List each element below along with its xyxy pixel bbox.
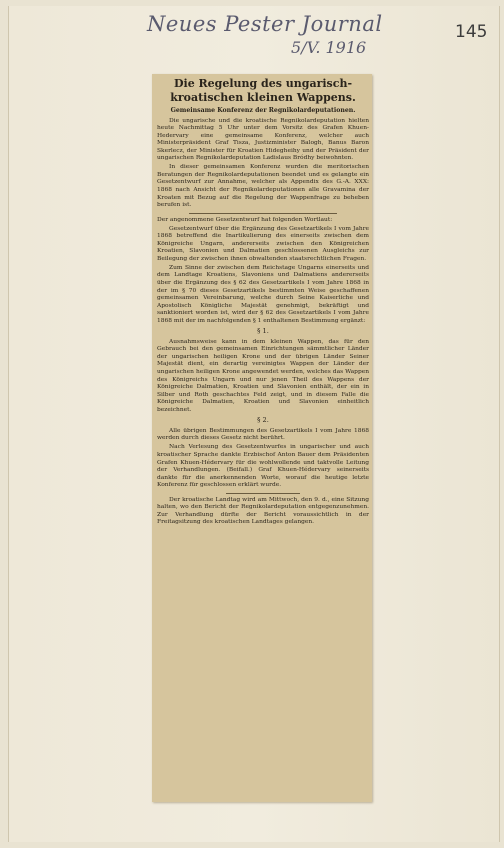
- section-2-text: Alle übrigen Bestimmungen des Gesetzartikels I vom Jahre 1868 werden durch dieses Gesetz nicht berührt.: [157, 427, 369, 442]
- divider: [226, 493, 300, 494]
- page-number: 145: [455, 22, 488, 42]
- divider: [189, 213, 337, 214]
- section-1-label: § 1.: [257, 327, 269, 336]
- handwritten-date: 5/V. 1916: [291, 38, 367, 57]
- clipping-text: [157, 77, 369, 528]
- bill-paragraph: Gesetzentwurf über die Ergänzung des Gesetzartikels I vom Jahre 1868 betreffend die Inartikulierung des einerseits zwischen dem Königreiche Ungarn, andererseits zwischen den Königreichen Kroatien, Slavonien und Dalmatien geschlossenen Ausgleichs zur Beilegung der zwischen ihnen obwaltenden staatsrechtlichen Fragen.: [157, 225, 369, 262]
- landtag-paragraph: Der kroatische Landtag wird am Mittwoch, den 9. d., eine Sitzung halten, wo den Bericht der Regnikolardeputation entgegenzunehmen. Zur Verhandlung dürfte der Bericht voraussichtlich in der Freitagsitzung des kroatischen Landtages gelangen.: [157, 496, 369, 526]
- handwritten-source-note: Neues Pester Journal: [147, 12, 383, 36]
- section-2-label: § 2.: [257, 416, 269, 425]
- bill-paragraph: Zum Sinne der zwischen dem Reichstage Ungarns einerseits und dem Landtage Kroatiens, Slavoniens und Dalmatiens andererseits über die Ergänzung des § 62 des Gesetzartikels I vom Jahre 1868 in der im § 70 dieses Gesetzartikels bestimmten Weise geschaffenen gemeinsamen Vereinbarung, welche durch Seine Kaiserliche und Apostolisch Königliche Majestät genehmigt, bekräftigt und sanktioniert worden ist, wird der § 62 des Gesetzartikels I vom Jahre 1868 mit der im nachfolgenden § 1 enthaltenen Bestimmung ergänzt:: [157, 264, 369, 324]
- intro-paragraph: Die ungarische und die kroatische Regnikolardeputation hielten heute Nachmittag 5 Uhr unter dem Vorsitz des Grafen Khuen-Hedervary eine gemeinsame Konferenz, welcher auch Ministerpräsident Graf Tisza, Justizminister Balogh, Banus Baron Skerlecz, der Minister für Kroatien Hidegheihy und der Präsident der ungarischen Regnikolardeputation Ladislaus Bródhy beiwohnten.: [157, 117, 369, 162]
- intro-paragraph: In dieser gemeinsamen Konferenz wurden die meritorischen Beratungen der Regnikolardeputationen beendet und es gelangte ein Gesetzentwurf zur Annahme, welcher als Appendix des G.-A. XXX: 1868 nach Ansicht der Regnikolardeputationen alle Gravamina der Kroaten mit Bezug auf die Regelung der Wappenfrage zu beheben berufen ist.: [157, 164, 369, 209]
- bill-intro: Der angenommene Gesetzentwurf hat folgenden Wortlaut:: [157, 216, 333, 223]
- section-1-text: Ausnahmsweise kann in dem kleinen Wappen, das für den Gebrauch bei den gemeinsamen Einrichtungen sämmtlicher Länder der ungarischen heiligen Krone und der übrigen Länder Seiner Majestät dient, ein derartig vereinigtes Wappen der Länder der ungarischen heiligen Krone angewendet werden, welches das Wappen des Königreichs Ungarn und nur jenen Theil des Wappens der Königreiche Dalmatien, Kroatien und Slavonien enthält, der ein in Silber und Roth geschachtes Feld zeigt, und in diesem Falle die Königreiche Dalmatien, Kroatien und Slavonien einheitlich bezeichnet.: [157, 338, 369, 413]
- article-headline: Die Regelung des ungarisch-kroatischen kleinen Wappens.: [170, 77, 356, 104]
- article-subheadline: Gemeinsame Konferenz der Regnikolardeputationen.: [170, 107, 356, 114]
- closing-paragraph: Nach Verlesung des Gesetzentwurfes in ungarischer und auch kroatischer Sprache dankte Erzbischof Anton Bauer dem Präsidenten Grafen Khuen-Hédervary für die wohlwollende und taktvolle Leitung der Verhandlungen. (Beifall.) Graf Khuen-Hédervary seinerseits dankte für die anerkennenden Worte, worauf die heutige letzte Konferenz für geschlossen erklärt wurde.: [157, 444, 369, 489]
- newspaper-clipping: [152, 74, 372, 802]
